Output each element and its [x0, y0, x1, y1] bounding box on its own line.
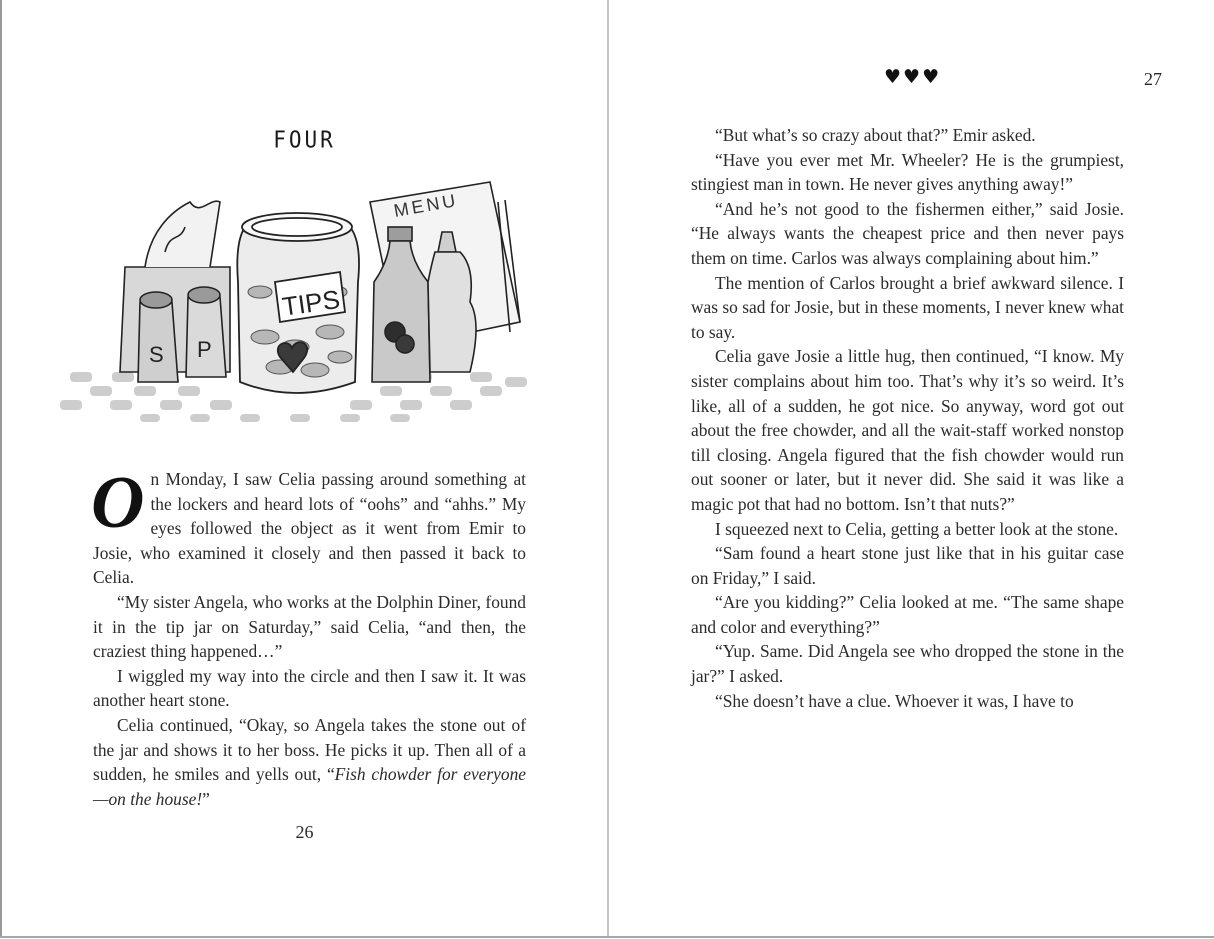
paragraph: “And he’s not good to the fishermen either,” said Josie. “He always wants the cheapest price and then never pays them on time. Carlos was always complaining about him.”: [691, 198, 1124, 268]
right-page-body: [691, 123, 1124, 713]
chapter-title: FOUR: [273, 126, 336, 154]
hearts-ornament-icon: ♥♥♥: [884, 66, 942, 88]
right-page: [609, 0, 1214, 937]
left-page-body: [91, 462, 526, 811]
svg-text:TIPS: TIPS: [280, 283, 342, 322]
page-number: 27: [1144, 69, 1162, 89]
paragraph: “My sister Angela, who works at the Dolphin Diner, found it in the tip jar on Saturday,” said Celia, “and then, the craziest thing happened…”: [93, 591, 526, 662]
pepper-shaker: [186, 287, 226, 377]
salt-shaker: [138, 292, 178, 382]
paragraph: I wiggled my way into the circle and then I saw it. It was another heart stone.: [93, 665, 526, 711]
drop-cap: O: [91, 462, 145, 544]
paragraph: “But what’s so crazy about that?” Emir asked.: [715, 125, 1036, 145]
svg-text:S: S: [149, 342, 164, 367]
page-number: 26: [295, 822, 314, 842]
italic-quote: Fish chowder for everyone—on the house!: [93, 764, 526, 809]
paragraph: “Yup. Same. Did Angela see who dropped the stone in the jar?” I asked.: [691, 641, 1124, 687]
paragraph: I squeezed next to Celia, getting a better look at the stone.: [715, 518, 1119, 539]
paragraph: “She doesn’t have a clue. Whoever it was, I have to: [715, 690, 1074, 711]
svg-text:MENU: MENU: [392, 189, 460, 221]
paragraph: “Are you kidding?” Celia looked at me. “The same shape and color and everything?”: [691, 592, 1124, 637]
paragraph: The mention of Carlos brought a brief awkward silence. I was so sad for Josie, but in these moments, I never knew what to say.: [691, 272, 1124, 342]
svg-text:P: P: [197, 337, 212, 362]
tip-jar: [237, 213, 359, 393]
diner-table-illustration: [50, 172, 540, 434]
paragraph: “Sam found a heart stone just like that in his guitar case on Friday,” I said.: [691, 543, 1124, 588]
paragraph: On Monday, I saw Celia passing around something at the lockers and heard lots of “oohs” and “ahhs.” My eyes followed the object as it went from Emir to Josie, who examined it closely and then passed it back to Celia.: [91, 462, 526, 588]
paragraph: Celia gave Josie a little hug, then continued, “I know. My sister complains about him too. That’s why it’s so weird. It’s like, all of a sudden, he got nice. So anyway, word got out about the free chowder, and all the wait-staff worked nonstop till closing. Angela figured that the fish chowder would run out sooner or later, but it never did. She said it was like a magic pot that had no bottom. Isn’t that nuts?”: [691, 346, 1124, 514]
paragraph: “Have you ever met Mr. Wheeler? He is the grumpiest, stingiest man in town. He never gives anything away!”: [691, 149, 1124, 195]
left-page: [2, 0, 607, 937]
paragraph: Celia continued, “Okay, so Angela takes the stone out of the jar and shows it to her boss. He picks it up. Then all of a sudden, he smiles and yells out, “Fish chowder for everyone—on the house!”: [93, 714, 526, 809]
